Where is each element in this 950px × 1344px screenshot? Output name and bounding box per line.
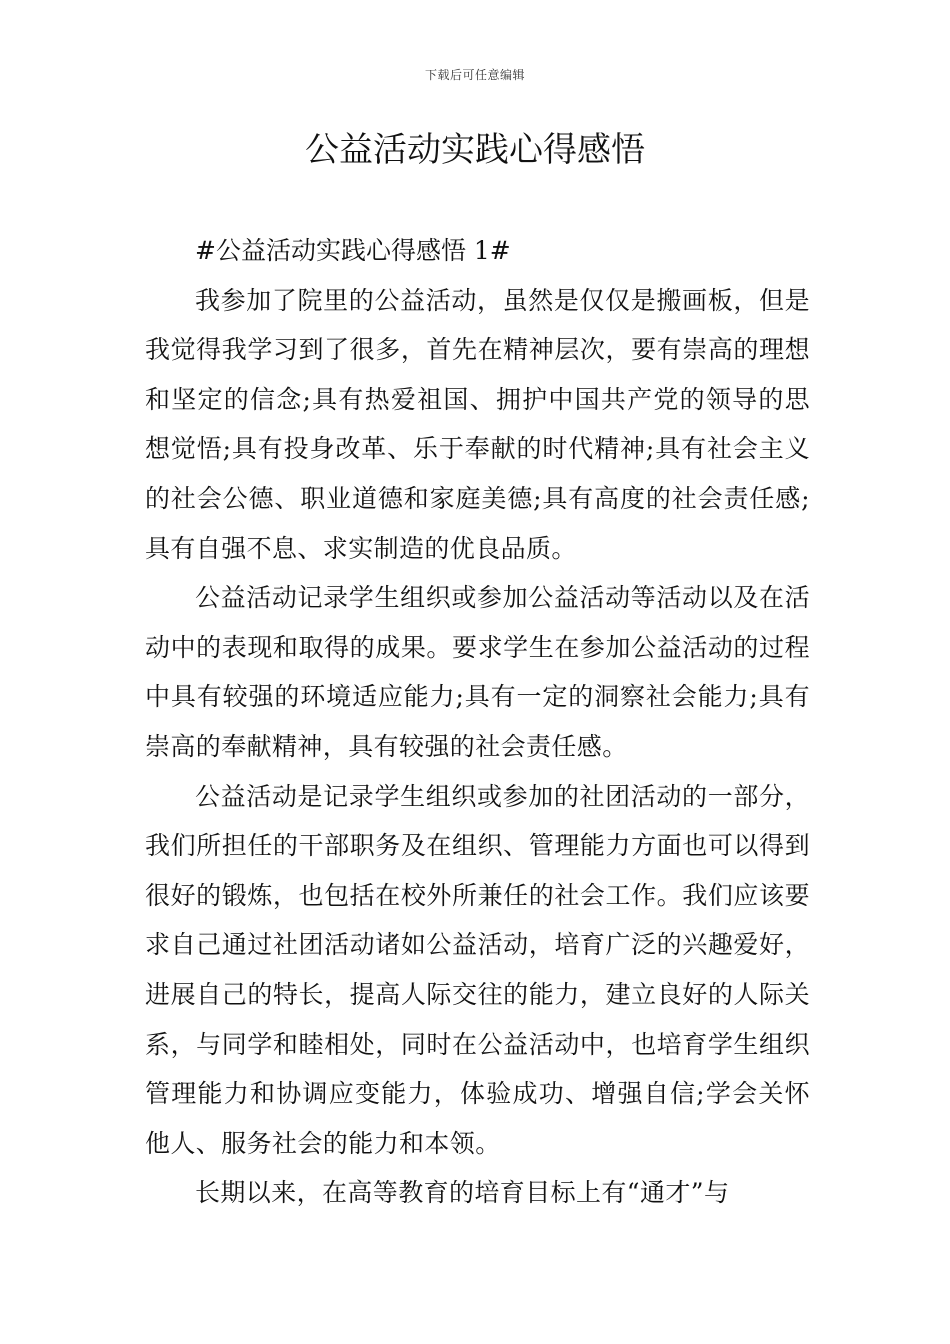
section-heading: #公益活动实践心得感悟 1#	[195, 236, 511, 265]
document-body	[145, 226, 810, 1218]
body-paragraph-3: 公益活动是记录学生组织或参加的社团活动的一部分，我们所担任的干部职务及在组织、管理能力方面也可以得到很好的锻炼，也包括在校外所兼任的社会工作。我们应该要求自己通过社团活动诸如公益活动，培育广泛的兴趣爱好，进展自己的特长，提高人际交往的能力，建立良好的人际关系，与同学和睦相处，同时在公益活动中，也培育学生组织管理能力和协调应变能力，体验成功、增强自信;学会关怀他人、服务社会的能力和本领。	[145, 781, 810, 1158]
body-paragraph-1: 我参加了院里的公益活动，虽然是仅仅是搬画板，但是我觉得我学习到了很多，首先在精神层次，要有崇高的理想和坚定的信念;具有热爱祖国、拥护中国共产党的领导的思想觉悟;具有投身改革、乐于奉献的时代精神;具有社会主义的社会公德、职业道德和家庭美德;具有高度的社会责任感;具有自强不息、求实制造的优良品质。	[145, 285, 810, 563]
header-note: 下载后可任意编辑	[424, 68, 525, 82]
body-paragraph-4: 长期以来，在高等教育的培育目标上有“通才”与	[195, 1178, 730, 1208]
body-paragraph-2: 公益活动记录学生组织或参加公益活动等活动以及在活动中的表现和取得的成果。要求学生在参加公益活动的过程中具有较强的环境适应能力;具有一定的洞察社会能力;具有崇高的奉献精神，具有较强的社会责任感。	[145, 583, 810, 761]
document-title: 公益活动实践心得感悟	[305, 130, 645, 170]
